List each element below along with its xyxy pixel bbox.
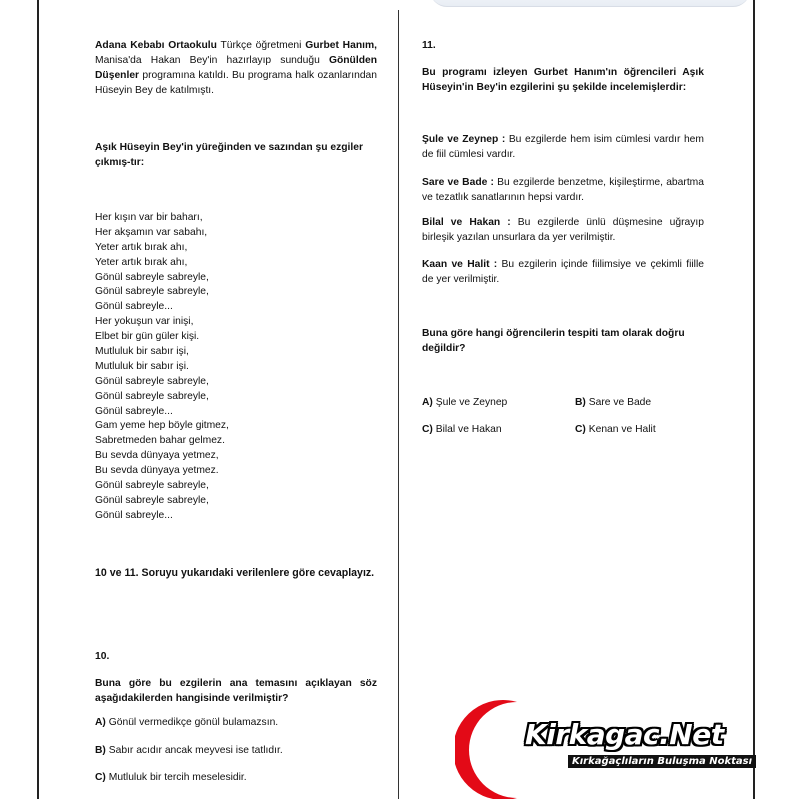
poem	[95, 210, 229, 523]
poem-heading: Aşık Hüseyin Bey'in yüreğinden ve sazından şu ezgiler çıkmış-tır:	[95, 142, 363, 168]
option-text: Şule ve Zeynep	[432, 397, 508, 408]
poem-line: Gönül sabreyle...	[95, 509, 173, 521]
watermark-subtitle: Kırkağaçlıların Buluşma Noktası	[568, 755, 756, 768]
question-11-option-a[interactable]	[422, 395, 507, 410]
question-11-option-c[interactable]	[422, 422, 502, 437]
question-10-text: Buna göre bu ezgilerin ana temasını açıklayan söz aşağıdakilerden hangisinde verilmiştir?	[95, 678, 377, 704]
student-names: Sare ve Bade :	[422, 177, 494, 188]
student-statement-text: Bu ezgilerde benzetme, kişileştirme, abartma ve tezatlık sanatlarının hepsi vardır.	[422, 177, 704, 203]
question-10-number: 10.	[95, 651, 110, 662]
poem-line: Gönül sabreyle sabreyle,	[95, 390, 209, 402]
column-divider	[398, 10, 399, 799]
student-statement-3	[422, 215, 704, 245]
poem-line: Gönül sabreyle...	[95, 301, 173, 313]
question-11-option-b[interactable]	[575, 395, 651, 410]
option-text: Kenan ve Halit	[585, 424, 656, 435]
poem-line: Mutluluk bir sabır işi,	[95, 346, 189, 358]
poem-line: Her kışın var bir baharı,	[95, 212, 203, 223]
student-statement-text: Bu ezgilerin içinde fiilimsiye ve çekimli fiille de yer verilmiştir.	[422, 259, 704, 285]
option-letter: C)	[422, 424, 433, 435]
student-statement-text: Bu ezgilerde ünlü düşmesine uğrayıp birleşik yazılan unsurlara da yer verilmiştir.	[422, 217, 704, 243]
option-letter: A)	[95, 717, 106, 728]
poem-line: Yeter artık bırak ahı,	[95, 241, 188, 253]
question-10-option-c[interactable]	[95, 770, 247, 785]
option-text: Sabır acıdır ancak meyvesi ise tatlıdır.	[105, 745, 283, 756]
intro-paragraph	[95, 38, 377, 98]
poem-line: Bu sevda dünyaya yetmez,	[95, 450, 219, 462]
poem-line: Sabretmeden bahar gelmez.	[95, 435, 225, 447]
question-11-option-d[interactable]	[575, 422, 656, 437]
student-statement-1	[422, 132, 704, 162]
poem-line: Gönül sabreyle sabreyle,	[95, 286, 209, 298]
poem-line: Gönül sabreyle sabreyle,	[95, 480, 209, 492]
option-letter: A)	[422, 397, 433, 408]
poem-line: Bu sevda dünyaya yetmez.	[95, 465, 219, 477]
option-text: Gönül vermedikçe gönül bulamazsın.	[105, 717, 279, 728]
page-border-left	[37, 0, 39, 799]
poem-line: Mutluluk bir sabır işi.	[95, 360, 189, 372]
poem-line: Gönül sabreyle sabreyle,	[95, 375, 209, 387]
question-10-option-b[interactable]	[95, 743, 283, 758]
program-name: Gönülden Düşenler	[95, 55, 377, 81]
option-letter: C)	[95, 772, 106, 783]
poem-line: Her yokuşun var inişi,	[95, 316, 194, 328]
option-letter: B)	[95, 745, 106, 756]
student-names: Şule ve Zeynep :	[422, 134, 506, 145]
poem-line: Yeter artık bırak ahı,	[95, 256, 188, 268]
header-glimpse	[430, 0, 750, 7]
poem-line: Gönül sabreyle...	[95, 405, 173, 417]
option-letter: B)	[575, 397, 586, 408]
poem-line: Her akşamın var sabahı,	[95, 226, 208, 238]
option-text: Mutluluk bir tercih meselesidir.	[105, 772, 247, 783]
teacher-name: Gurbet Hanım,	[305, 40, 378, 51]
watermark-logo	[455, 698, 753, 799]
poem-line: Gönül sabreyle sabreyle,	[95, 494, 209, 506]
student-statement-text: Bu ezgilerde hem isim cümlesi vardır hem de fiil cümlesi vardır.	[422, 134, 704, 160]
question-11-prompt: Buna göre hangi öğrencilerin tespiti tam olarak doğru değildir?	[422, 328, 685, 354]
school-name: Adana Kebabı Ortaokulu	[95, 40, 217, 51]
intro-text-3: programına katıldı. Bu programa halk ozanlarından Hüseyin Bey de katılmıştı.	[95, 70, 377, 96]
option-letter: C)	[575, 424, 586, 435]
student-statement-2	[422, 175, 704, 205]
option-text: Sare ve Bade	[585, 397, 652, 408]
question-11-text: Bu programı izleyen Gurbet Hanım'ın öğrencileri Aşık Hüseyin'in Bey'in ezgilerini şu şekilde incelemişlerdir:	[422, 67, 704, 93]
poem-line: Gönül sabreyle sabreyle,	[95, 271, 209, 283]
watermark-title: Kirkagac.Net	[525, 718, 724, 751]
poem-line: Gam yeme hep böyle gitmez,	[95, 420, 229, 432]
option-text: Bilal ve Hakan	[432, 424, 502, 435]
student-statement-4	[422, 257, 704, 287]
intro-text-1: Türkçe öğretmeni	[216, 40, 306, 51]
student-names: Kaan ve Halit :	[422, 259, 498, 270]
left-column	[95, 38, 378, 783]
question-10-option-a[interactable]	[95, 715, 278, 730]
question-11-number: 11.	[422, 40, 436, 51]
student-names: Bilal ve Hakan :	[422, 217, 511, 228]
poem-line: Elbet bir gün güler kişi.	[95, 331, 200, 343]
page-border-right	[753, 0, 755, 799]
intro-text-2: Manisa'da Hakan Bey'in hazırlayıp sunduğu	[95, 55, 329, 66]
instruction-text: 10 ve 11. Soruyu yukarıdaki verilenlere göre cevaplayız.	[95, 567, 375, 579]
